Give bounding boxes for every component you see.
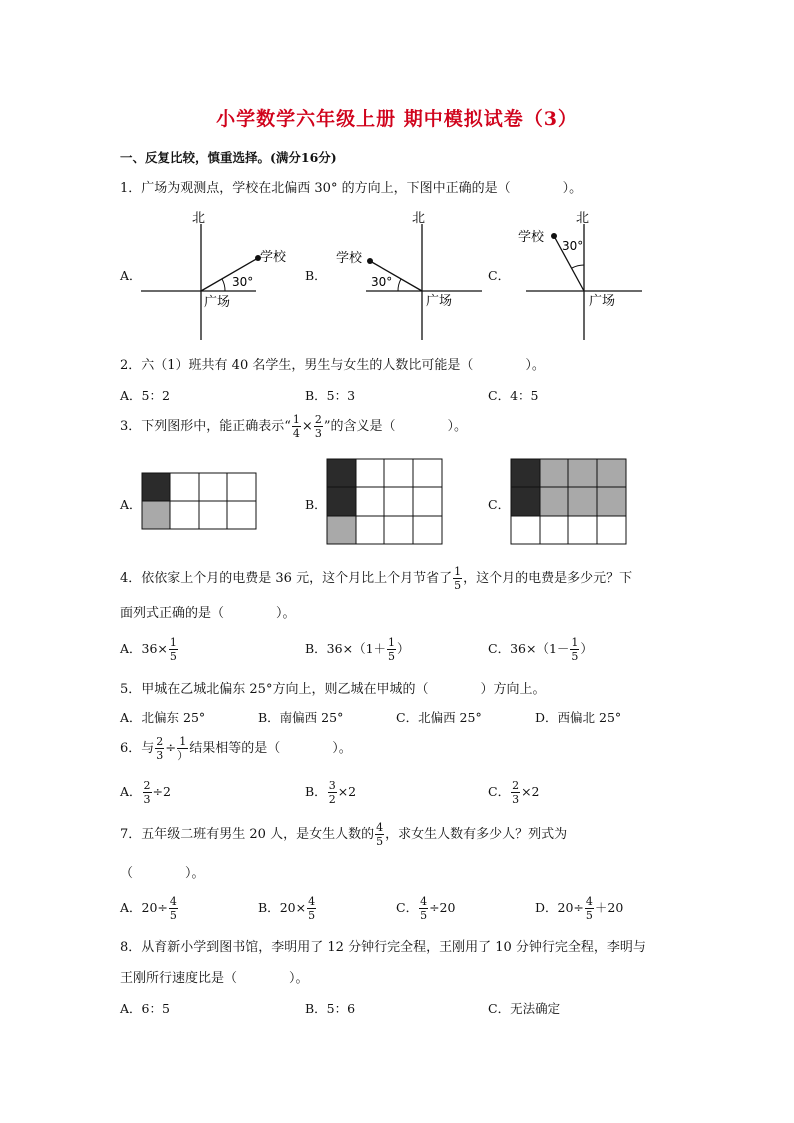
question-1-stem: 1．广场为观测点，学校在北偏西 30° 的方向上，下图中正确的是（ ）。 [120,181,583,196]
q4-fraction: $\frac{1}{5}$ [454,565,462,592]
question-4-line1 [120,566,632,591]
q3-option-c-letter: C． [488,497,511,512]
question-3-stem [120,414,467,439]
q1-option-b-letter: B． [305,268,327,283]
shaded-cell [327,516,356,544]
q6-option-b: B． $\frac{3}{2}$ ×2 [305,779,357,806]
q4-text-after: ，这个月的电费是多少元？下 [463,571,633,586]
q3-option-b-letter: B． [305,497,327,512]
q3-option-b-grid [326,458,444,546]
angle-arc [222,279,225,291]
shaded-cell [142,501,170,529]
school-label: 学校 [518,230,545,245]
section-heading: 一、反复比较，慎重选择。(满分16分) [120,150,337,165]
north-label: 北 [412,211,426,226]
q6-option-c: C． $\frac{2}{3}$ ×2 [488,779,540,806]
q3-times-sign: × [301,419,313,434]
question-6-stem: 6．与 $\frac{2}{3}$ ÷ $\frac{1}{)}$ 结果相等的是（ ）。 [120,735,352,762]
page-title: 小学数学六年级上册 期中模拟试卷（3） [216,108,578,130]
angle-label: 30° [371,275,393,289]
q1-option-a-diagram [136,206,296,342]
school-label: 学校 [336,251,363,266]
angle-label: 30° [232,275,254,289]
q6-option-a: A． $\frac{2}{3}$ ÷2 [120,779,171,806]
q2-option-a: A．5：2 [120,388,170,403]
shaded-cell [327,487,356,516]
question-2-stem: 2．六（1）班共有 40 名学生，男生与女生的人数比可能是（ ）。 [120,358,545,373]
question-7-line1: 7．五年级二班有男生 20 人，是女生人数的 $\frac{4}{5}$ ，求女生人数有多少人？列式为 [120,821,568,848]
q3-option-a-letter: A． [120,497,142,512]
square-label: 广场 [589,294,616,309]
question-5-stem: 5．甲城在乙城北偏东 25°方向上，则乙城在甲城的（ ）方向上。 [120,682,546,697]
q3-stem-after: ”的含义是（ ）。 [323,419,467,434]
q1-option-b-diagram [330,206,490,342]
angle-arc [572,265,584,268]
q1-option-a-letter: A． [120,268,142,283]
north-label: 北 [192,211,206,226]
q5-option-b: B．南偏西 25° [258,710,344,725]
school-label: 学校 [260,250,287,265]
q4-option-c: C．36×（1－ $\frac{1}{5}$ ） [488,636,593,663]
question-8-line1: 8．从育新小学到图书馆，李明用了 12 分钟行完全程，王刚用了 10 分钟行完全程，李明与 [120,940,646,955]
angle-label: 30° [562,239,584,253]
q8-option-b: B．5：6 [305,1001,356,1016]
q7-option-a: A．20÷ $\frac{4}{5}$ [120,895,177,922]
square-label: 广场 [204,295,231,310]
school-point [551,233,557,239]
q4-option-a: A．36× $\frac{1}{5}$ [120,636,177,663]
question-7-line2: （ ）。 [120,866,205,881]
school-point [367,258,373,264]
shaded-cell [327,459,356,487]
square-label: 广场 [426,294,453,309]
q2-option-b: B．5：3 [305,388,356,403]
q3-fraction-1: $\frac{1}{4}$ [292,413,300,440]
q1-option-c-diagram [516,206,656,342]
q3-fraction-2: $\frac{2}{3}$ [314,413,322,440]
north-label: 北 [576,211,590,226]
angle-arc [398,279,401,291]
q7-option-d: D．20÷ $\frac{4}{5}$ ＋20 [535,895,624,922]
q4-text-before: 4．依依家上个月的电费是 36 元，这个月比上个月节省了 [120,571,453,586]
shaded-cell [142,473,170,501]
q3-option-c-grid [510,458,628,546]
question-8-line2: 王刚所行速度比是（ ）。 [120,971,309,986]
q8-option-c: C．无法确定 [488,1001,561,1016]
q7-option-c: C． $\frac{4}{5}$ ÷20 [396,895,456,922]
q2-option-c: C．4：5 [488,388,539,403]
question-4-line2: 面列式正确的是（ ）。 [120,606,296,621]
q5-option-a: A．北偏东 25° [120,710,206,725]
q8-option-a: A．6：5 [120,1001,170,1016]
q3-stem-before: 3．下列图形中，能正确表示“ [120,419,291,434]
q7-option-b: B．20× $\frac{4}{5}$ [258,895,316,922]
q4-option-b: B．36×（1＋ $\frac{1}{5}$ ） [305,636,410,663]
q5-option-c: C．北偏西 25° [396,710,482,725]
q3-option-a-grid [141,472,258,532]
q5-option-d: D．西偏北 25° [535,710,622,725]
q1-option-c-letter: C． [488,268,511,283]
